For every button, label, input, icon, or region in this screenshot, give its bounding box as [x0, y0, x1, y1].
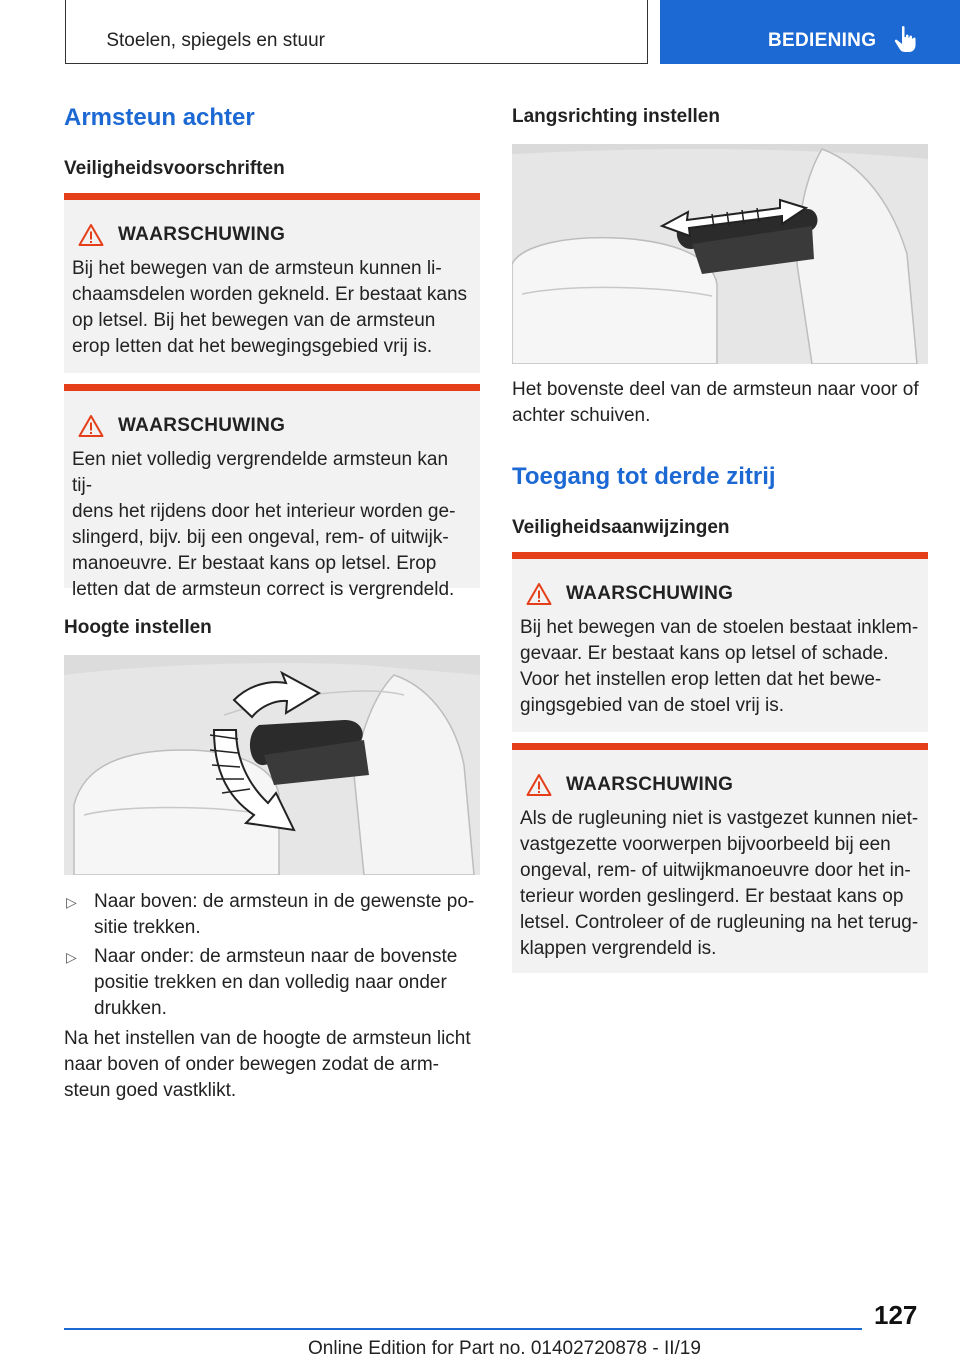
warning-title: WAARSCHUWING	[118, 224, 286, 245]
armrest-height-illustration	[64, 655, 480, 875]
warning-triangle-icon	[78, 414, 104, 438]
bullet-triangle-icon: ▷	[66, 949, 77, 965]
warning-text: Een niet volledig vergrendelde armsteun kan tij- dens het rijdens door het interieur worden ge- slingerd, bijv. bij een ongeval, rem- of uitwijk- manoeuvre. Er bestaat kans op letsel. Erop letten dat de armsteun correct is vergrendeld.	[72, 449, 456, 600]
warning-text: Als de rugleuning niet is vastgezet kunnen niet- vastgezette voorwerpen bijvoorbeeld bij een ongeval, rem- of uitwijkmanoeuvre door het in- terieur worden geslingerd. Er bestaat kans op letsel. Controleer of de rugleuning na het terug- klappen vergrendeld is.	[520, 808, 919, 959]
warning-box	[512, 743, 928, 973]
height-heading: Hoogte instellen	[64, 617, 212, 638]
chapter-label: BEDIENING	[768, 30, 877, 51]
warning-text: Bij het bewegen van de armsteun kunnen li- chaamsdelen worden gekneld. Er bestaat kans op letsel. Bij het bewegen van de armsteun erop letten dat het bewegingsgebied vrij is.	[72, 258, 468, 357]
section-heading-derde-zitrij: Toegang tot derde zitrij	[512, 463, 776, 490]
warning-box	[64, 384, 480, 600]
header-chapter-tab	[660, 0, 960, 64]
warning-title: WAARSCHUWING	[118, 415, 286, 436]
footer-edition: Online Edition for Part no. 01402720878 - II/19	[308, 1338, 701, 1359]
section-heading-armsteun-achter: Armsteun achter	[64, 104, 255, 131]
warning-box	[512, 552, 928, 732]
bullet-triangle-icon: ▷	[66, 894, 77, 910]
header-section-title: Stoelen, spiegels en stuur	[106, 30, 325, 51]
figure-caption: Het bovenste deel van de armsteun naar voor of achter schuiven.	[512, 379, 919, 426]
warning-title: WAARSCHUWING	[566, 583, 734, 604]
warning-triangle-icon	[78, 223, 104, 247]
armrest-longitudinal-illustration	[512, 144, 928, 364]
hand-pointer-icon	[894, 25, 916, 53]
page-number: 127	[874, 1300, 918, 1330]
warning-box	[64, 193, 480, 373]
list-item: ▷ Naar onder: de armsteun naar de bovenste positie trekken en dan volledig naar onder drukken.	[66, 946, 458, 1019]
warning-title: WAARSCHUWING	[566, 774, 734, 795]
safety-heading: Veiligheidsaanwijzingen	[512, 517, 730, 538]
warning-triangle-icon	[526, 582, 552, 606]
header-section-box	[65, 0, 648, 64]
safety-heading: Veiligheidsvoorschriften	[64, 158, 285, 179]
body-paragraph: Na het instellen van de hoogte de armsteun licht naar boven of onder bewegen zodat de arm- steun goed vastklikt.	[64, 1028, 471, 1101]
warning-triangle-icon	[526, 773, 552, 797]
list-item: ▷ Naar boven: de armsteun in de gewenste po- sitie trekken.	[66, 891, 475, 938]
footer-divider	[64, 1328, 862, 1330]
longitudinal-heading: Langsrichting instellen	[512, 106, 720, 127]
warning-text: Bij het bewegen van de stoelen bestaat inklem- gevaar. Er bestaat kans op letsel of schade. Voor het instellen erop letten dat het bewe- gingsgebied van de stoel vrij is.	[520, 617, 919, 716]
